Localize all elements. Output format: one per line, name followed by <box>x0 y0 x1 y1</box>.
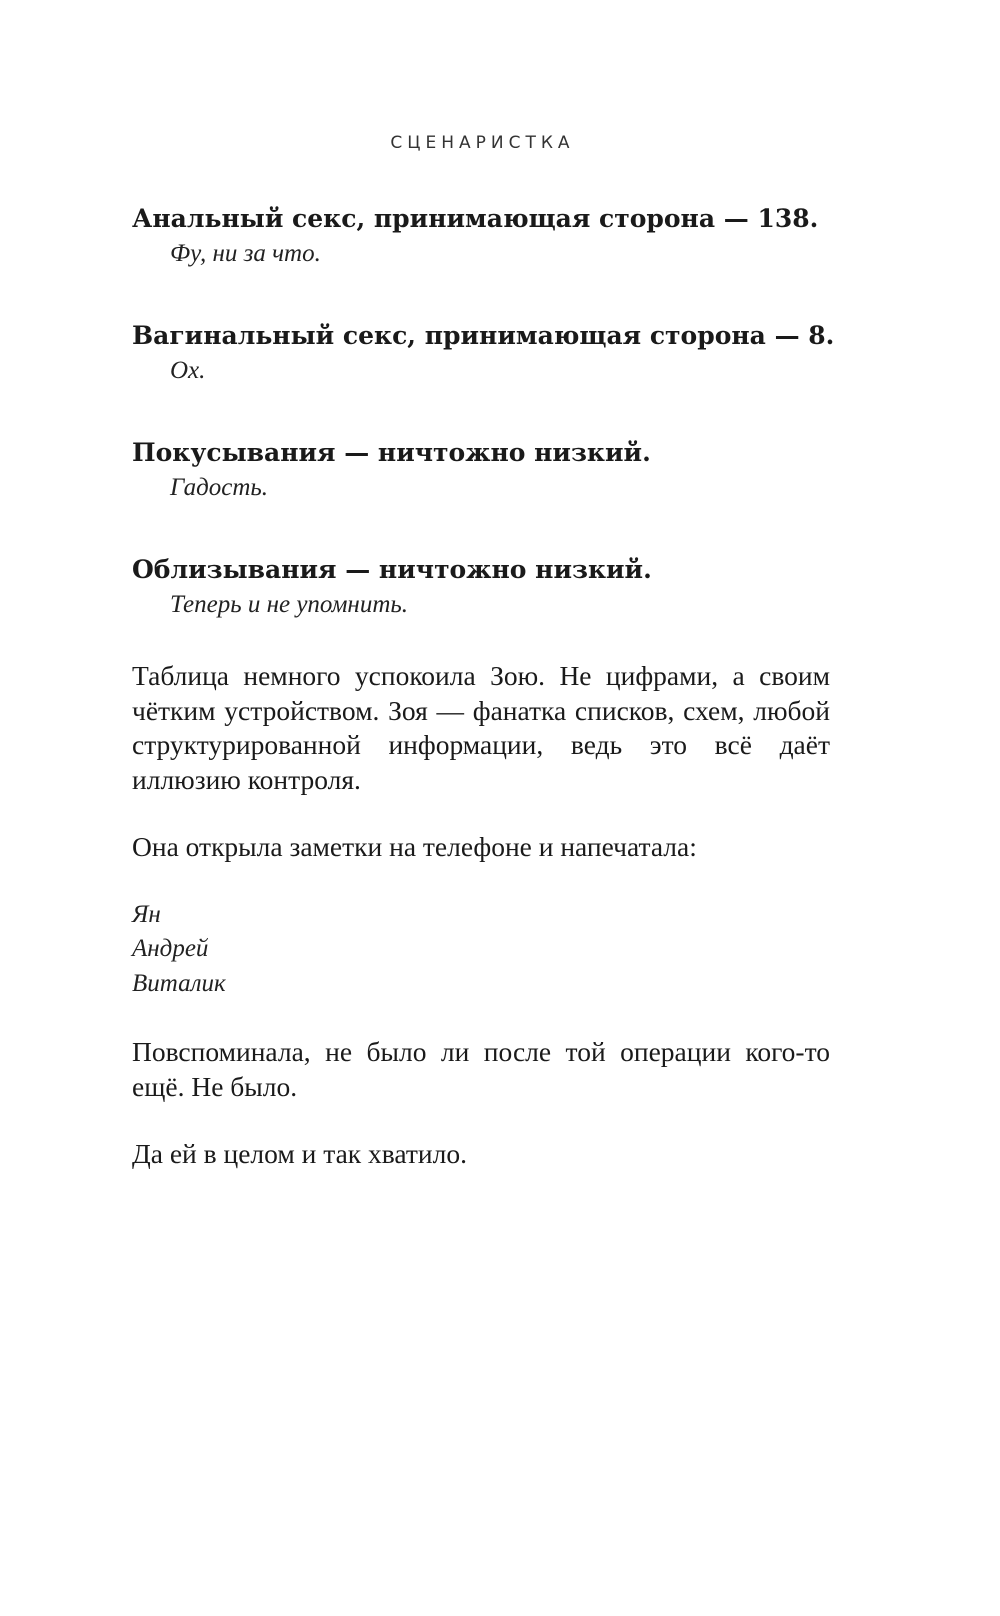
list-item <box>132 553 830 621</box>
entry-title: Анальный секс, принимающая сторона — 138. <box>132 204 819 233</box>
name-item: Андрей <box>132 935 209 962</box>
page-body <box>132 202 835 1205</box>
entry-comment: Ох. <box>170 357 206 384</box>
entry-title: Покусывания — ничтожно низкий. <box>132 438 651 467</box>
paragraph: Таблица немного успокоила Зою. Не цифрами, а своим чётким устройством. Зоя — фанатка списков, схем, любой структурированной информации, ведь это всё даёт иллюзию контроля. <box>132 660 830 795</box>
name-item: Ян <box>132 900 161 928</box>
entry-title: Облизывания — ничтожно низкий. <box>132 555 652 584</box>
list-item <box>132 319 835 387</box>
list-item <box>132 436 830 504</box>
entry-title: Вагинальный секс, принимающая сторона — 8. <box>132 321 835 350</box>
names-list <box>132 898 830 1002</box>
entry-comment: Гадость. <box>170 474 269 501</box>
entry-comment: Фу, ни за что. <box>170 240 321 267</box>
running-head: СЦЕНАРИСТКА <box>390 133 575 153</box>
entry-comment: Теперь и не упомнить. <box>170 591 409 618</box>
paragraph: Да ей в целом и так хватило. <box>132 1138 467 1169</box>
name-item: Виталик <box>132 969 226 997</box>
paragraph: Она открыла заметки на телефоне и напечатала: <box>132 831 697 862</box>
list-item <box>132 202 830 270</box>
paragraph: Повспоминала, не было ли после той операции кого-то ещё. Не было. <box>132 1036 830 1102</box>
